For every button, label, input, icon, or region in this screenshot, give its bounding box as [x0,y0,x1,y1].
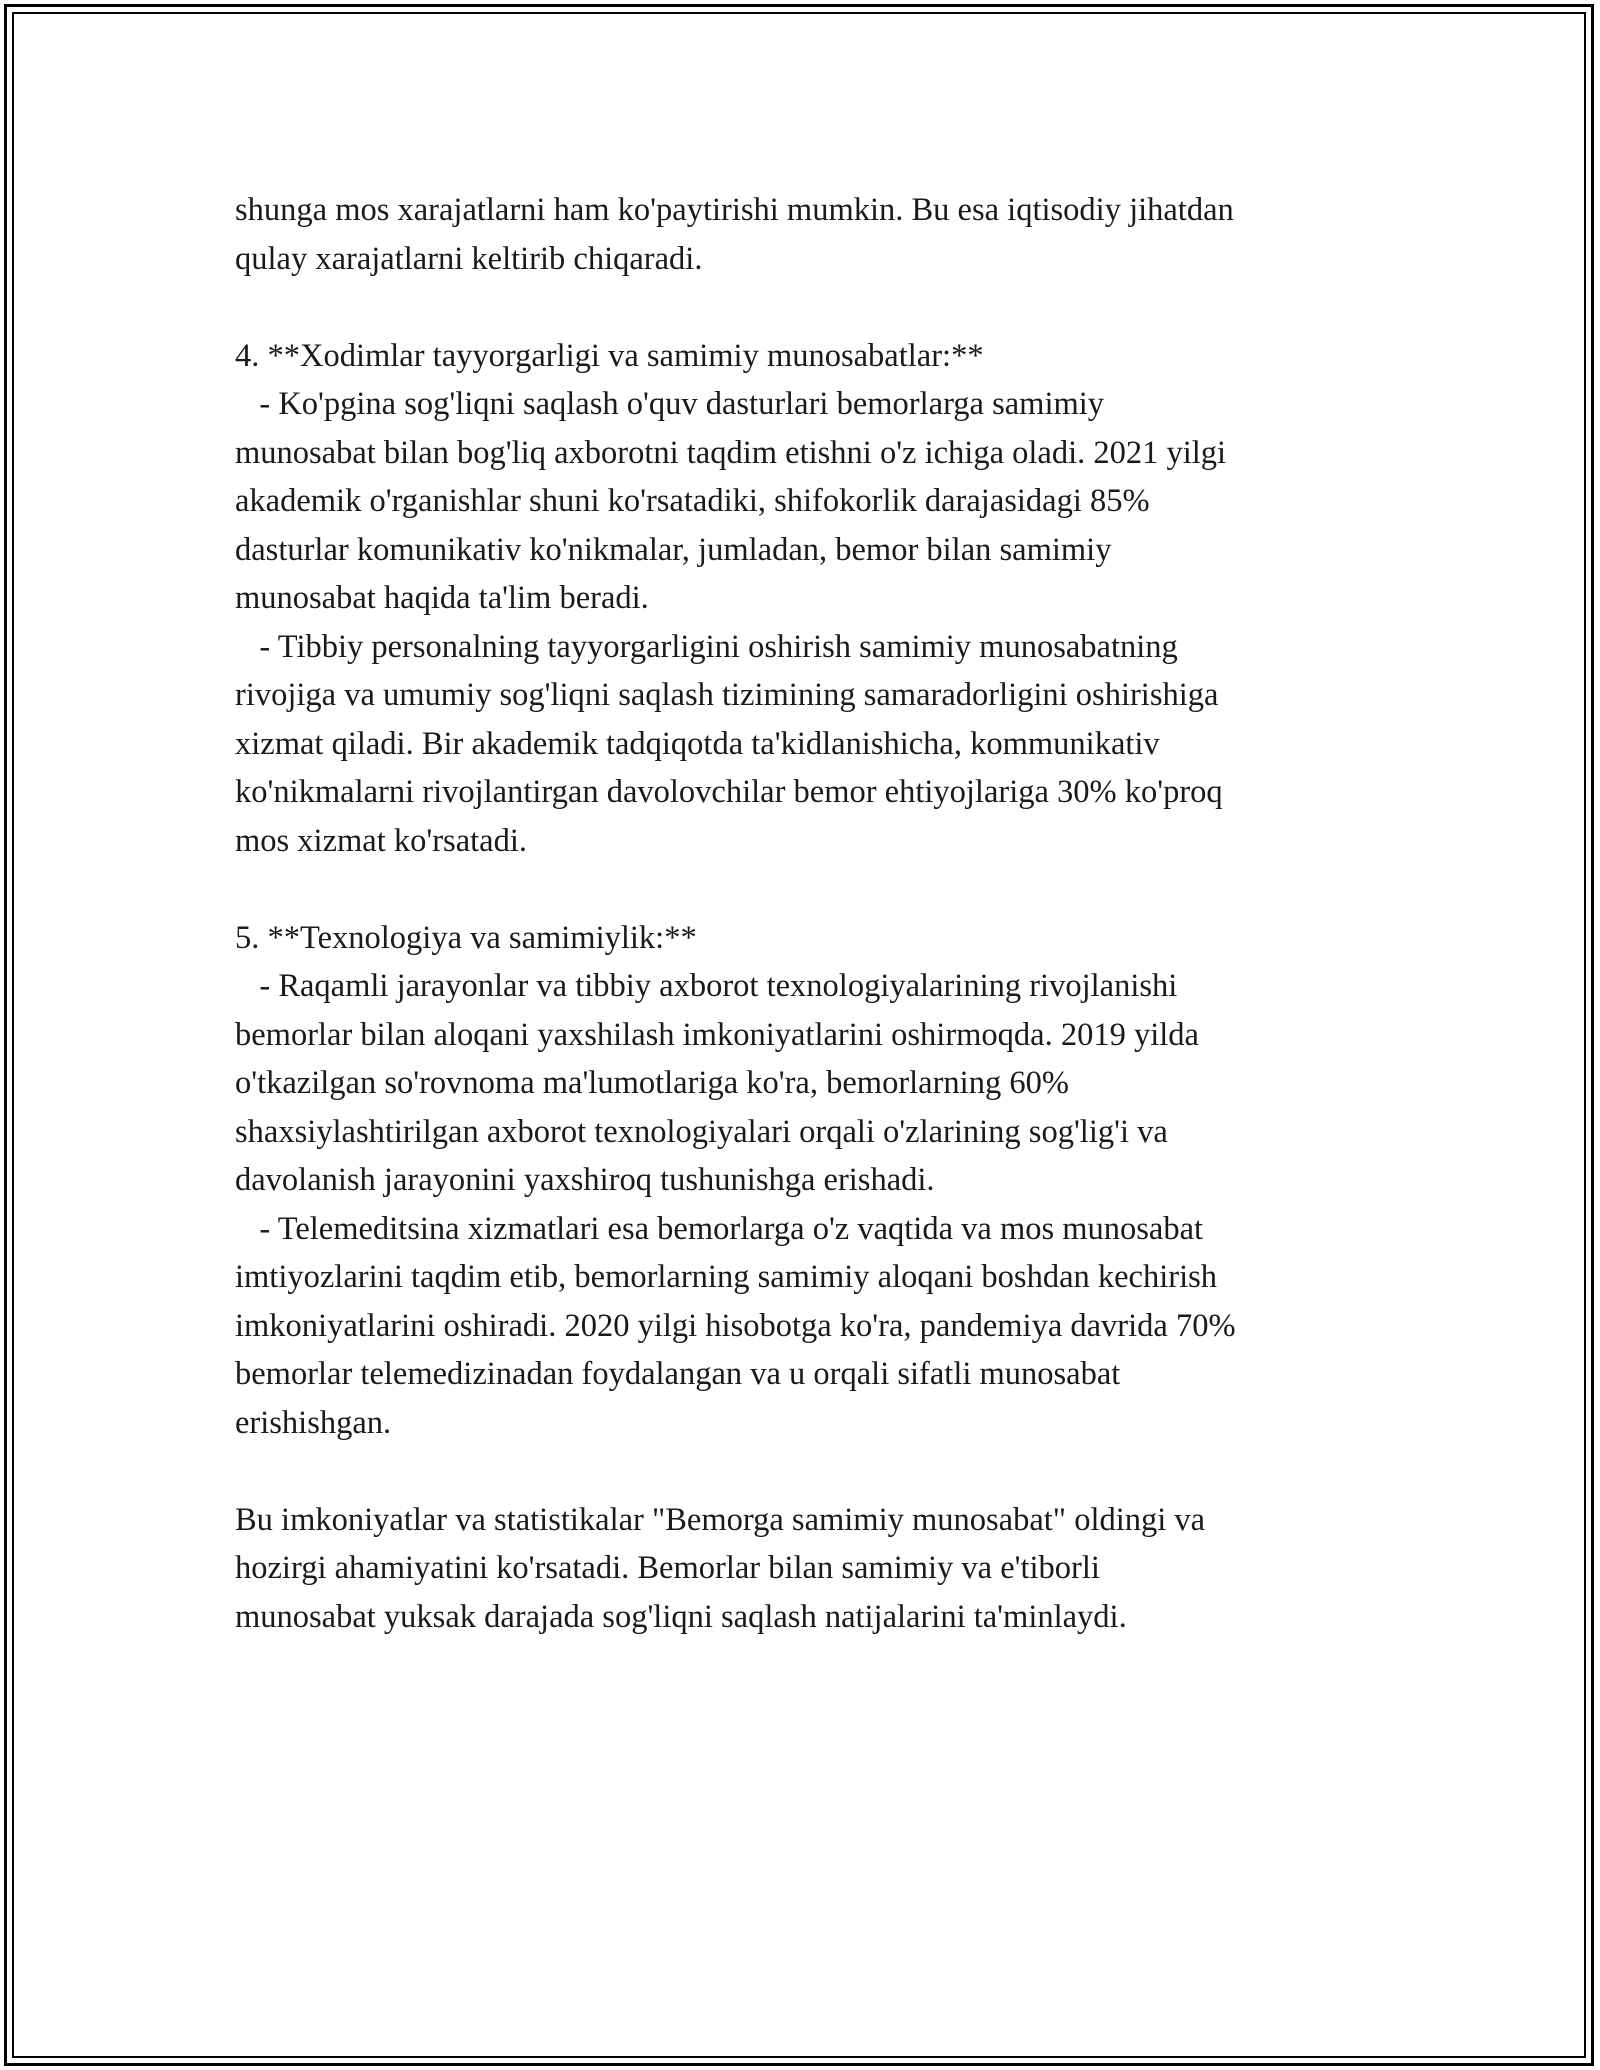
document-body-text: shunga mos xarajatlarni ham ko'paytirishi mumkin. Bu esa iqtisodiy jihatdan qulay xarajatlarni keltirib chiqaradi. 4. **Xodimlar tayyorgarligi va samimiy munosabatlar:** - Ko'pgina sog'liqni saqlash o'quv dasturlari bemorlarga samimiy munosabat bilan bog'liq axborotni taqdim etishni o'z ichiga oladi. 2021 yilgi akademik o'rganishlar shuni ko'rsatadiki, shifokorlik darajasidagi 85% dasturlar komunikativ ko'nikmalar, jumladan, bemor bilan samimiy munosabat haqida ta'lim beradi. - Tibbiy personalning tayyorgarligini oshirish samimiy munosabatning rivojiga va umumiy sog'liqni saqlash tizimining samaradorligini oshirishiga xizmat qiladi. Bir akademik tadqiqotda ta'kidlanishicha, kommunikativ ko'nikmalarni rivojlantirgan davolovchilar bemor ehtiyojlariga 30% ko'proq mos xizmat ko'rsatadi. 5. **Texnologiya va samimiylik:** - Raqamli jarayonlar va tibbiy axborot texnologiyalarining rivojlanishi bemorlar bilan aloqani yaxshilash imkoniyatlarini oshirmoqda. 2019 yilda o'tkazilgan so'rovnoma ma'lumotlariga ko'ra, bemorlarning 60% shaxsiylashtirilgan axborot texnologiyalari orqali o'zlarining sog'lig'i va davolanish jarayonini yaxshiroq tushunishga erishadi. - Telemeditsina xizmatlari esa bemorlarga o'z vaqtida va mos munosabat imtiyozlarini taqdim etib, bemorlarning samimiy aloqani boshdan kechirish imkoniyatlarini oshiradi. 2020 yilgi hisobotga ko'ra, pandemiya davrida 70% bemorlar telemedizinadan foydalangan va u orqali sifatli munosabat erishishgan. Bu imkoniyatlar va statistikalar "Bemorga samimiy munosabat" oldingi va hozirgi ahamiyatini ko'rsatadi. Bemorlar bilan samimiy va e'tiborli munosabat yuksak darajada sog'liqni saqlash natijalarini ta'minlaydi. [235,192,1236,1635]
